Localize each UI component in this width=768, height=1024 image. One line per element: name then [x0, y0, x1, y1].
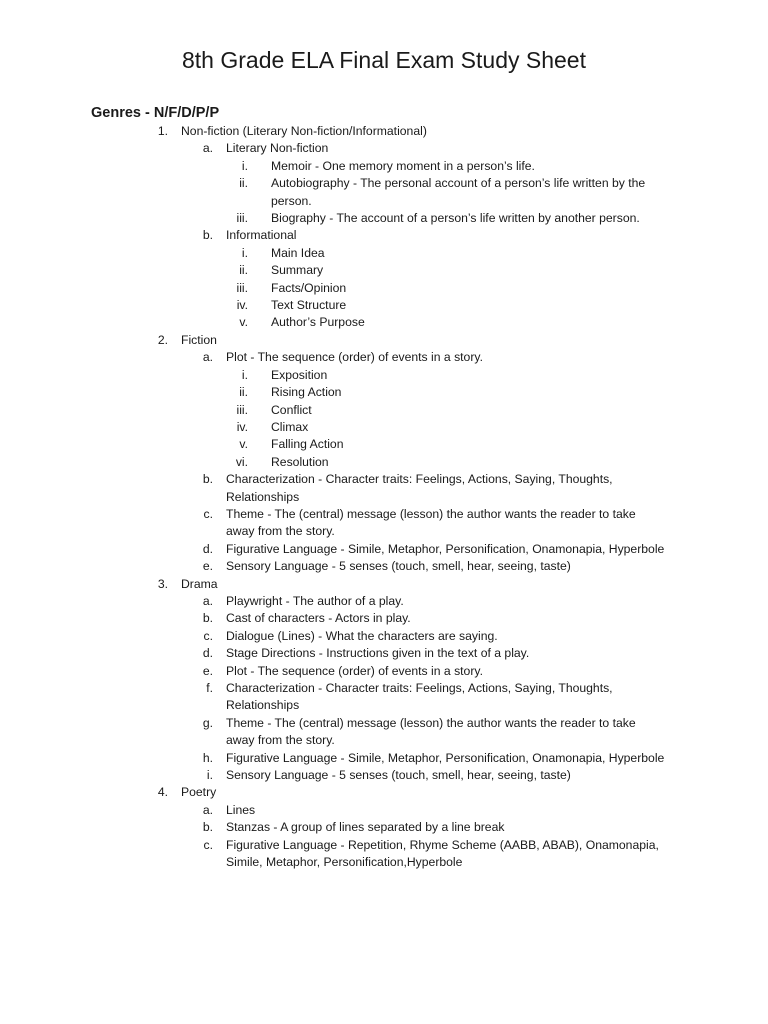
list-marker: iv.	[236, 298, 248, 313]
list-marker: e.	[202, 663, 213, 678]
list-item-text: Biography - The account of a person’s life written by another person.	[271, 211, 640, 226]
list-marker: c.	[203, 628, 213, 643]
outline-subitem	[0, 541, 768, 558]
list-item-text: Facts/Opinion	[271, 280, 347, 295]
list-item-text: Poetry	[181, 785, 217, 800]
list-marker: d.	[202, 646, 213, 661]
list-item-text: Figurative Language - Simile, Metaphor, Personification, Onamonapia, Hyperbole	[226, 541, 665, 556]
list-marker: b.	[202, 820, 213, 835]
list-marker: ii.	[239, 385, 248, 400]
list-marker: i.	[206, 768, 213, 783]
list-item-text: Rising Action	[271, 385, 342, 400]
outline-subitem	[0, 593, 768, 610]
list-item-text: Main Idea	[271, 245, 325, 260]
outline-subitem	[0, 750, 768, 767]
list-item-text: Figurative Language - Repetition, Rhyme Scheme (AABB, ABAB), Onamonapia, Simile, Metaphor, Personification,Hyperbole	[226, 837, 659, 870]
list-item-text: Characterization - Character traits: Feelings, Actions, Saying, Thoughts, Relationships	[226, 681, 613, 713]
outline-subitem	[0, 680, 768, 715]
outline-item	[0, 576, 768, 593]
list-marker: v.	[239, 437, 248, 452]
list-item-text: Characterization - Character traits: Feelings, Actions, Saying, Thoughts, Relationships	[226, 472, 613, 504]
list-marker: ii.	[239, 263, 248, 278]
list-item-text: Exposition	[271, 367, 328, 382]
list-item-text: Summary	[271, 263, 324, 278]
outline-subsubitem	[0, 245, 768, 262]
list-marker: a.	[202, 141, 213, 156]
page-title: 8th Grade ELA Final Exam Study Sheet	[181, 47, 586, 73]
list-item-text: Fiction	[181, 332, 217, 347]
outline-subitem	[0, 663, 768, 680]
outline-subsubitem	[0, 158, 768, 175]
outline-subitem	[0, 506, 768, 541]
list-marker: f.	[206, 681, 213, 695]
outline-subsubitem	[0, 419, 768, 436]
list-marker: iv.	[236, 419, 248, 434]
list-item-text: Theme - The (central) message (lesson) the author wants the reader to take away from the story.	[226, 715, 636, 748]
outline-subsubitem	[0, 297, 768, 314]
list-marker: ii.	[239, 176, 248, 191]
outline-subitem	[0, 349, 768, 366]
list-marker: a.	[202, 350, 213, 365]
outline-item	[0, 123, 768, 140]
outline-subsubitem	[0, 384, 768, 401]
list-marker: iii.	[236, 280, 248, 295]
list-item-text: Memoir - One memory moment in a person’s life.	[271, 158, 535, 173]
outline-subitem	[0, 645, 768, 662]
outline-subsubitem	[0, 280, 768, 297]
list-item-text: Resolution	[271, 454, 329, 469]
list-marker: 3.	[157, 576, 168, 591]
list-item-text: Cast of characters - Actors in play.	[226, 611, 411, 626]
outline-subitem	[0, 767, 768, 784]
outline-subsubitem	[0, 454, 768, 471]
study-outline	[0, 123, 768, 871]
list-item-text: Informational	[226, 228, 297, 243]
list-item-text: Falling Action	[271, 437, 344, 452]
list-marker: vi.	[235, 454, 248, 469]
list-item-text: Text Structure	[271, 298, 347, 313]
list-marker: c.	[203, 506, 213, 521]
list-marker: d.	[202, 541, 213, 556]
list-marker: h.	[202, 750, 213, 765]
section-heading: Genres - N/F/D/P/P	[91, 105, 220, 121]
list-marker: 4.	[157, 785, 168, 800]
list-item-text: Non-fiction (Literary Non-fiction/Informational)	[181, 124, 427, 138]
list-marker: i.	[241, 367, 248, 382]
list-marker: v.	[239, 315, 248, 330]
outline-subitem	[0, 558, 768, 575]
outline-subsubitem	[0, 175, 768, 210]
list-marker: a.	[202, 593, 213, 608]
outline-subitem	[0, 628, 768, 645]
list-item-text: Sensory Language - 5 senses (touch, smell, hear, seeing, taste)	[226, 559, 571, 574]
outline-subitem	[0, 471, 768, 506]
outline-subsubitem	[0, 436, 768, 453]
list-item-text: Drama	[181, 576, 218, 591]
outline-item	[0, 784, 768, 801]
list-item-text: Sensory Language - 5 senses (touch, smell, hear, seeing, taste)	[226, 768, 571, 783]
list-item-text: Plot - The sequence (order) of events in a story.	[226, 350, 483, 365]
list-item-text: Figurative Language - Simile, Metaphor, Personification, Onamonapia, Hyperbole	[226, 750, 665, 765]
outline-subsubitem	[0, 210, 768, 227]
list-item-text: Lines	[226, 802, 256, 817]
list-item-text: Stanzas - A group of lines separated by a line break	[226, 820, 505, 835]
list-marker: i.	[241, 245, 248, 260]
list-marker: b.	[202, 228, 213, 243]
list-item-text: Playwright - The author of a play.	[226, 593, 404, 608]
list-marker: c.	[203, 837, 213, 852]
outline-subitem	[0, 140, 768, 157]
list-item-text: Plot - The sequence (order) of events in a story.	[226, 663, 483, 678]
list-marker: iii.	[236, 211, 248, 226]
outline-subitem	[0, 802, 768, 819]
list-item-text: Author’s Purpose	[271, 315, 365, 330]
list-marker: iii.	[236, 402, 248, 417]
list-marker: e.	[202, 559, 213, 574]
outline-subitem	[0, 837, 768, 872]
list-marker: i.	[241, 158, 248, 173]
list-item-text: Literary Non-fiction	[226, 141, 329, 156]
outline-item	[0, 332, 768, 349]
list-item-text: Dialogue (Lines) - What the characters are saying.	[226, 628, 498, 643]
list-marker: b.	[202, 611, 213, 626]
list-item-text: Theme - The (central) message (lesson) the author wants the reader to take away from the story.	[226, 506, 636, 539]
list-marker: 2.	[157, 332, 168, 347]
outline-subsubitem	[0, 367, 768, 384]
list-item-text: Climax	[271, 419, 309, 434]
list-marker: 1.	[157, 124, 168, 138]
outline-subitem	[0, 610, 768, 627]
list-marker: a.	[202, 802, 213, 817]
list-item-text: Conflict	[271, 402, 312, 417]
outline-subitem	[0, 715, 768, 750]
list-item-text: Autobiography - The personal account of a person’s life written by the person.	[271, 176, 646, 208]
list-item-text: Stage Directions - Instructions given in the text of a play.	[226, 646, 530, 661]
outline-subitem	[0, 819, 768, 836]
outline-subitem	[0, 227, 768, 244]
outline-subsubitem	[0, 262, 768, 279]
list-marker: g.	[202, 715, 213, 730]
outline-subsubitem	[0, 314, 768, 331]
list-marker: b.	[202, 472, 213, 487]
outline-subsubitem	[0, 402, 768, 419]
